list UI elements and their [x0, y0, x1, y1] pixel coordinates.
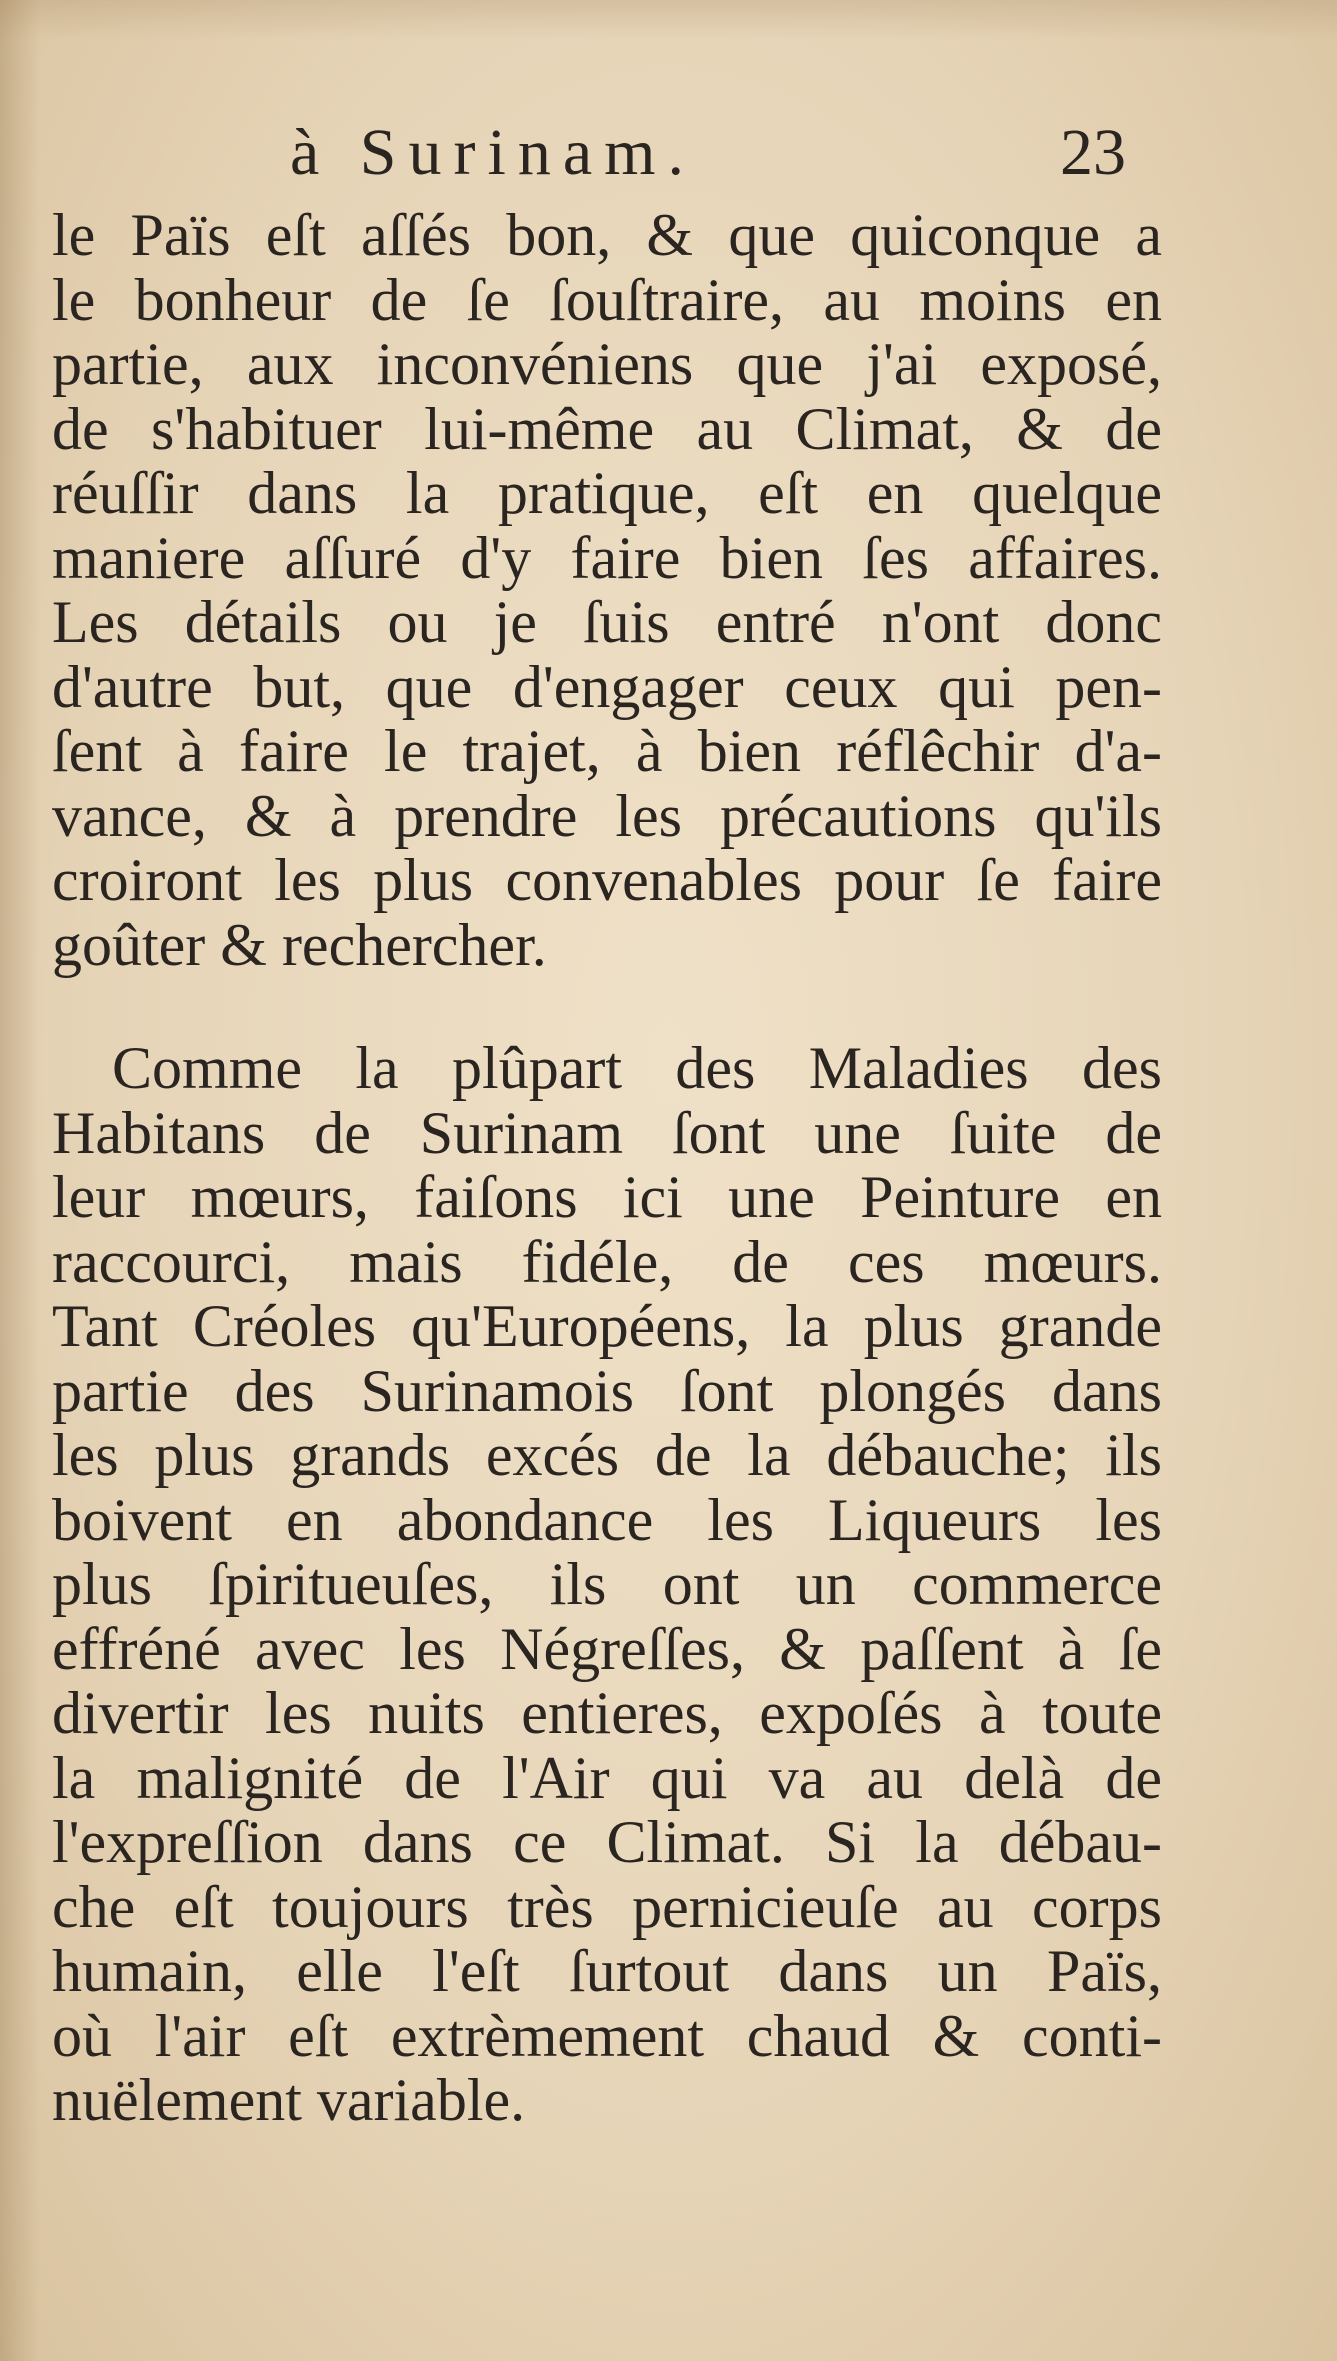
- text-line: maniere aſſuré d'y faire bien ſes affaires.: [52, 524, 1162, 591]
- text-line: croiront les plus convenables pour ſe faire: [52, 847, 1162, 913]
- text-line: Les détails ou je ſuis entré n'ont donc: [52, 589, 1162, 655]
- text-line: réuſſir dans la pratique, eſt en quelque: [52, 460, 1162, 526]
- text-line: humain, elle l'eſt ſurtout dans un Païs,: [52, 1938, 1162, 2004]
- text-line: d'autre but, que d'engager ceux qui pen-: [52, 653, 1162, 720]
- text-line: le bonheur de ſe ſouſtraire, au moins en: [52, 266, 1162, 333]
- text-line: partie, aux inconvéniens que j'ai exposé,: [52, 331, 1162, 397]
- text-line: partie des Surinamois ſont plongés dans: [52, 1357, 1162, 1424]
- text-line: de s'habituer lui-même au Climat, & de: [52, 395, 1162, 462]
- text-line: goûter & rechercher.: [52, 911, 547, 978]
- text-line: plus ſpiritueuſes, ils ont un commerce: [52, 1551, 1162, 1617]
- text-line: Comme la plûpart des Maladies des: [112, 1035, 1162, 1101]
- text-line: leur mœurs, faiſons ici une Peinture en: [52, 1164, 1162, 1230]
- running-head-title: à Surinam.: [290, 116, 696, 189]
- text-line: où l'air eſt extrèmement chaud & conti-: [52, 2002, 1162, 2069]
- text-line: raccourci, mais fidéle, de ces mœurs.: [52, 1228, 1162, 1295]
- paragraph-2: [52, 1036, 1162, 2133]
- running-head: [0, 108, 1337, 198]
- text-line: ſent à faire le trajet, à bien réflêchir d'a-: [52, 718, 1162, 784]
- text-line: vance, & à prendre les précautions qu'ils: [52, 782, 1162, 849]
- text-line: divertir les nuits entieres, expoſés à toute: [52, 1680, 1162, 1746]
- text-line: Habitans de Surinam ſont une ſuite de: [52, 1099, 1162, 1166]
- text-line: l'expreſſion dans ce Climat. Si la débau-: [52, 1809, 1162, 1875]
- text-line: les plus grands excés de la débauche; ils: [52, 1422, 1162, 1488]
- text-line: Tant Créoles qu'Européens, la plus grande: [52, 1293, 1162, 1359]
- text-line: boivent en abondance les Liqueurs les: [52, 1486, 1162, 1553]
- paragraph-1: [52, 203, 1162, 977]
- text-line: la malignité de l'Air qui va au delà de: [52, 1744, 1162, 1811]
- page-number: 23: [1060, 116, 1126, 189]
- text-line: nuëlement variable.: [52, 2067, 526, 2133]
- text-line: effréné avec les Négreſſes, & paſſent à ſe: [52, 1615, 1162, 1682]
- text-line: che eſt toujours très pernicieuſe au corps: [52, 1873, 1162, 1940]
- text-line: le Païs eſt aſſés bon, & que quiconque a: [52, 202, 1162, 268]
